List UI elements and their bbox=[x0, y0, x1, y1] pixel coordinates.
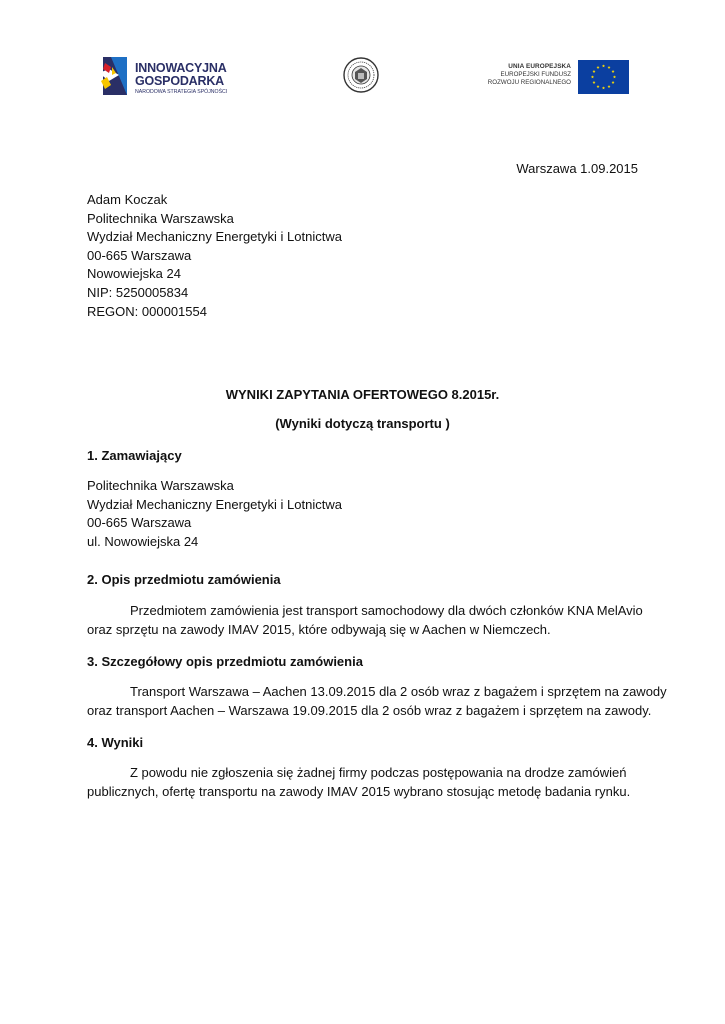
ordering-party-address bbox=[87, 476, 342, 550]
section-4-paragraph bbox=[87, 763, 630, 801]
section-3-paragraph bbox=[87, 682, 667, 720]
recipient-line: NIP: 5250005834 bbox=[87, 284, 189, 300]
innowacyjna-gospodarka-logo-icon bbox=[97, 55, 131, 99]
recipient-address bbox=[87, 190, 342, 320]
logo-ig-line1: INNOWACYJNA bbox=[135, 61, 227, 75]
paragraph-line: publicznych, ofertę transportu na zawody IMAV 2015 wybrano stosując metodę badania rynku. bbox=[87, 784, 631, 799]
recipient-line: Adam Koczak bbox=[87, 192, 168, 207]
paragraph-line: Z powodu nie zgłoszenia się żadnej firmy podczas postępowania na drodze zamówień bbox=[130, 765, 627, 780]
logo-eu-line3: ROZWOJU REGIONALNEGO bbox=[487, 79, 571, 86]
paragraph-line: oraz transport Aachen – Warszawa 19.09.2015 dla 2 osób wraz z bagażem i sprzętem na zawody. bbox=[87, 703, 652, 718]
university-seal-icon bbox=[343, 57, 379, 93]
section-4-heading: 4. Wyniki bbox=[87, 735, 144, 750]
ordering-party-line: 00-665 Warszawa bbox=[87, 515, 192, 531]
recipient-line: Nowowiejska 24 bbox=[87, 266, 181, 282]
section-1-heading: 1. Zamawiający bbox=[87, 448, 182, 463]
section-2-heading: 2. Opis przedmiotu zamówienia bbox=[87, 572, 281, 587]
ordering-party-line: Politechnika Warszawska bbox=[87, 478, 234, 493]
recipient-line: 00-665 Warszawa bbox=[87, 247, 192, 263]
document-title: WYNIKI ZAPYTANIA OFERTOWEGO 8.2015r. bbox=[225, 387, 500, 402]
letter-date: Warszawa 1.09.2015 bbox=[516, 161, 638, 176]
paragraph-line: oraz sprzętu na zawody IMAV 2015, które odbywają się w Aachen w Niemczech. bbox=[87, 622, 551, 637]
logo-eu-line2: EUROPEJSKI FUNDUSZ bbox=[500, 71, 571, 78]
logo-ig-line2: GOSPODARKA bbox=[135, 74, 224, 88]
recipient-line: Wydział Mechaniczny Energetyki i Lotnictwa bbox=[87, 229, 342, 245]
document-subtitle: (Wyniki dotyczą transportu ) bbox=[275, 416, 450, 431]
section-3-heading: 3. Szczegółowy opis przedmiotu zamówienia bbox=[87, 654, 363, 669]
eu-flag-icon bbox=[578, 60, 629, 94]
paragraph-line: Przedmiotem zamówienia jest transport samochodowy dla dwóch członków KNA MelAvio bbox=[130, 603, 643, 618]
recipient-line: REGON: 000001554 bbox=[87, 303, 207, 319]
eu-fund-logo bbox=[484, 60, 629, 96]
ordering-party-line: ul. Nowowiejska 24 bbox=[87, 533, 199, 549]
innowacyjna-gospodarka-logo bbox=[97, 55, 247, 99]
ordering-party-line: Wydział Mechaniczny Energetyki i Lotnictwa bbox=[87, 496, 342, 512]
paragraph-line: Transport Warszawa – Aachen 13.09.2015 dla 2 osób wraz z bagażem i sprzętem na zawody bbox=[130, 684, 667, 699]
logo-eu-line1: UNIA EUROPEJSKA bbox=[508, 63, 571, 70]
recipient-line: Politechnika Warszawska bbox=[87, 210, 234, 226]
section-2-paragraph bbox=[87, 601, 643, 639]
logo-ig-line3: NARODOWA STRATEGIA SPÓJNOŚCI bbox=[135, 89, 228, 95]
